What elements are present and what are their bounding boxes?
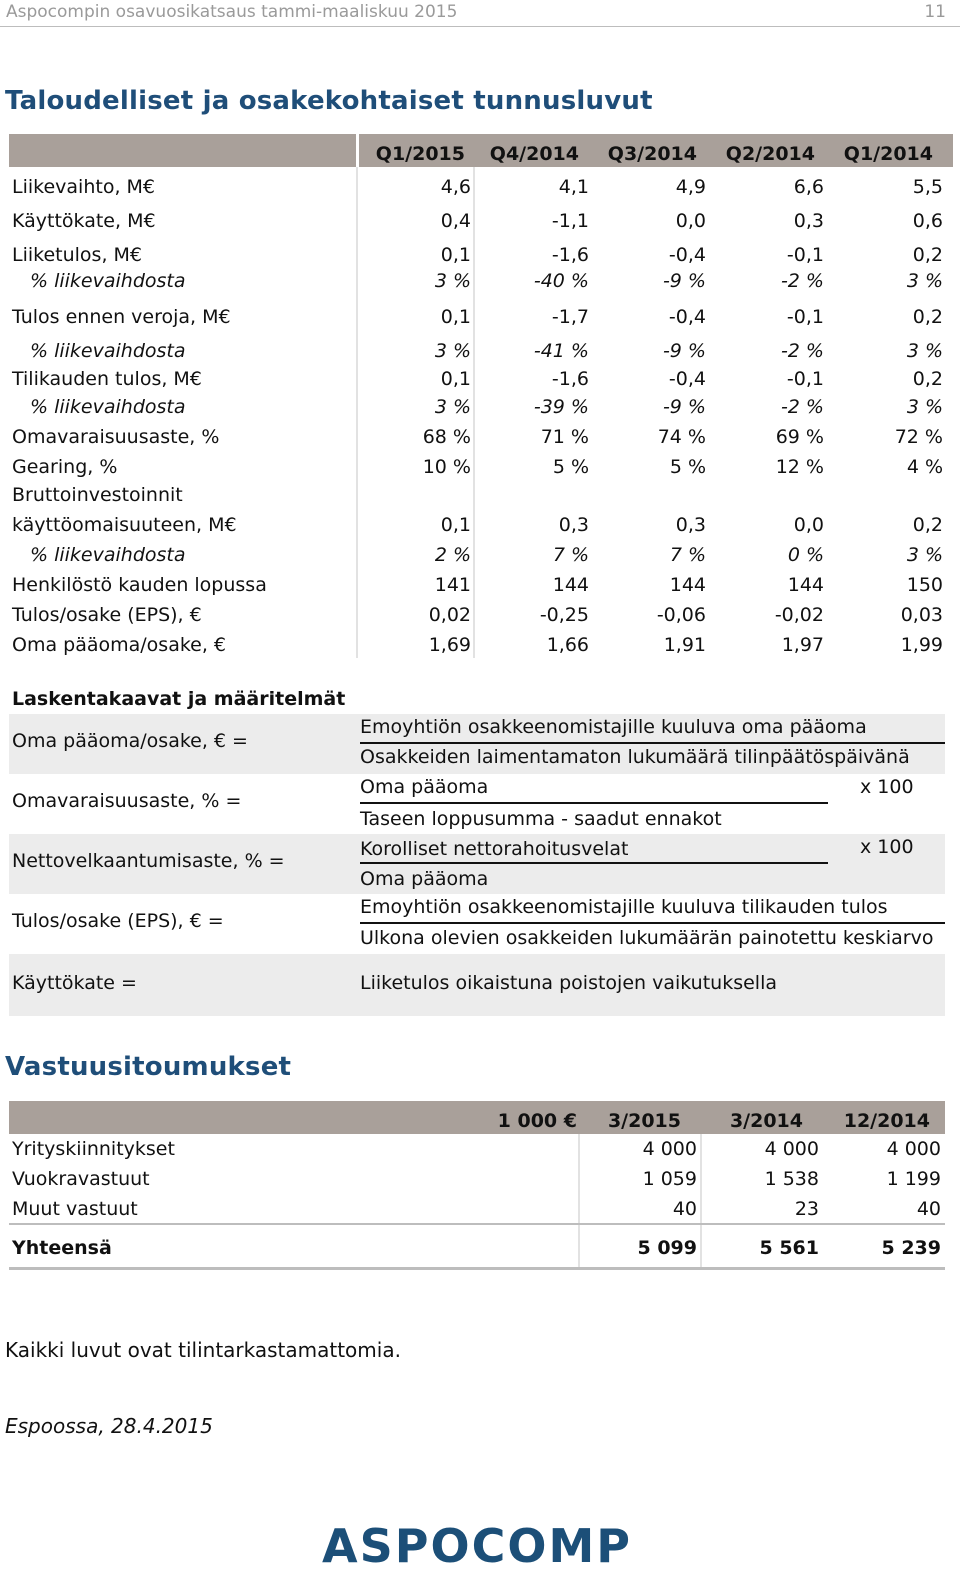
- total-cell: 5 239: [881, 1237, 941, 1259]
- cell: 0,03: [900, 604, 943, 626]
- cell: 0,3: [793, 210, 824, 232]
- fraction-line: [360, 802, 828, 804]
- fraction-line: [360, 742, 945, 744]
- cell: 7 %: [552, 544, 589, 566]
- place-date: Espoossa, 28.4.2015: [5, 1414, 213, 1438]
- col-header-1: Q4/2014: [489, 143, 579, 165]
- formula-text: Liiketulos oikaistuna poistojen vaikutuksella: [360, 972, 777, 994]
- formula-multiplier: x 100: [860, 776, 914, 798]
- cell: 4 000: [764, 1138, 819, 1160]
- table-row: [9, 330, 953, 364]
- row-label: % liikevaihdosta: [30, 270, 186, 292]
- cell: -0,25: [539, 604, 589, 626]
- cell: -0,1: [786, 306, 824, 328]
- cell: 40: [916, 1198, 941, 1220]
- cell: 141: [434, 574, 471, 596]
- cell: 3 %: [906, 340, 943, 362]
- cell: 10 %: [422, 456, 471, 478]
- cell: -1,6: [551, 368, 589, 390]
- table-row: [9, 1134, 945, 1164]
- commitments-table: [9, 1101, 945, 1259]
- row-label: Liikevaihto, M€: [12, 176, 156, 198]
- formula-label: Tulos/osake (EPS), € =: [12, 910, 224, 932]
- row-label: Muut vastuut: [12, 1198, 138, 1220]
- cell: 0,1: [440, 368, 471, 390]
- commitments-heading: Vastuusitoumukset: [5, 1052, 292, 1082]
- cell: 1,99: [900, 634, 943, 656]
- cell: 144: [669, 574, 706, 596]
- cell: 144: [552, 574, 589, 596]
- cell: 0,1: [440, 244, 471, 266]
- table-row: [9, 628, 953, 658]
- cell: 3 %: [906, 544, 943, 566]
- cell: -41 %: [533, 340, 589, 362]
- row-label: Vuokravastuut: [12, 1168, 150, 1190]
- cell: 0,3: [675, 514, 706, 536]
- cell: 3 %: [906, 270, 943, 292]
- total-cell: 5 099: [637, 1237, 697, 1259]
- row-label: Bruttoinvestoinnit: [12, 484, 183, 506]
- table-row: [9, 294, 953, 330]
- column-divider: [578, 1233, 580, 1267]
- formula-multiplier: x 100: [860, 836, 914, 858]
- cell: 150: [906, 574, 943, 596]
- col-header-2: Q3/2014: [607, 143, 697, 165]
- formula-denominator: Oma pääoma: [360, 868, 489, 890]
- table-row: [9, 568, 953, 598]
- row-label: Käyttökate, M€: [12, 210, 156, 232]
- col-header-3: Q2/2014: [725, 143, 815, 165]
- table-row: [9, 450, 953, 480]
- column-divider: [700, 1233, 702, 1267]
- cell: 0,1: [440, 306, 471, 328]
- formula-numerator: Emoyhtiön osakkeenomistajille kuuluva tilikauden tulos: [360, 896, 888, 918]
- cell: -9 %: [662, 396, 706, 418]
- cell: -1,1: [551, 210, 589, 232]
- formula-label: Oma pääoma/osake, € =: [12, 730, 248, 752]
- formula-denominator: Ulkona olevien osakkeiden lukumäärän painotettu keskiarvo: [360, 927, 934, 949]
- row-label: käyttöomaisuuteen, M€: [12, 514, 237, 536]
- table-row: [9, 234, 953, 268]
- cell: -9 %: [662, 340, 706, 362]
- cell: -0,06: [656, 604, 706, 626]
- cell: -9 %: [662, 270, 706, 292]
- cell: 0,02: [428, 604, 471, 626]
- cell: 0,0: [793, 514, 824, 536]
- row-label: Oma pääoma/osake, €: [12, 634, 227, 656]
- column-divider: [356, 167, 358, 658]
- cell: 3 %: [434, 340, 471, 362]
- cell: 1 059: [642, 1168, 697, 1190]
- cell: 0,2: [912, 306, 943, 328]
- cell: -2 %: [780, 396, 824, 418]
- table-row: [9, 268, 953, 294]
- table-row: [9, 364, 953, 392]
- row-label: % liikevaihdosta: [30, 544, 186, 566]
- row-label: Tilikauden tulos, M€: [12, 368, 202, 390]
- aspocomp-logo: [312, 1518, 642, 1566]
- col-header-1: 3/2014: [729, 1110, 803, 1132]
- cell: 4,1: [558, 176, 589, 198]
- cell: 4 000: [642, 1138, 697, 1160]
- table-row: [9, 420, 953, 450]
- cell: 0 %: [787, 544, 824, 566]
- cell: -39 %: [533, 396, 589, 418]
- page-header: [0, 0, 960, 27]
- row-label: Tulos/osake (EPS), €: [12, 604, 202, 626]
- unit-header: 1 000 €: [497, 1110, 577, 1132]
- cell: 0,2: [912, 368, 943, 390]
- cell: -1,7: [551, 306, 589, 328]
- cell: -2 %: [780, 270, 824, 292]
- commitments-header-row: [9, 1101, 945, 1134]
- formula-numerator: Korolliset nettorahoitusvelat: [360, 838, 629, 860]
- key-figures-header-row: [9, 134, 953, 167]
- table-row: [9, 1194, 945, 1224]
- total-divider: [9, 1223, 945, 1225]
- total-cell: 5 561: [759, 1237, 819, 1259]
- cell: 1,66: [546, 634, 589, 656]
- total-label: Yhteensä: [12, 1237, 112, 1259]
- cell: 0,2: [912, 514, 943, 536]
- audit-note: Kaikki luvut ovat tilintarkastamattomia.: [5, 1338, 401, 1362]
- cell: 23: [794, 1198, 819, 1220]
- table-row: [9, 167, 953, 200]
- cell: 4,9: [675, 176, 706, 198]
- cell: 74 %: [657, 426, 706, 448]
- formula-row: [9, 894, 945, 954]
- row-label: Tulos ennen veroja, M€: [12, 306, 231, 328]
- fraction-line: [360, 862, 828, 864]
- cell: 68 %: [422, 426, 471, 448]
- cell: 0,3: [558, 514, 589, 536]
- cell: 1 538: [764, 1168, 819, 1190]
- cell: 1,91: [663, 634, 706, 656]
- cell: -0,4: [668, 306, 706, 328]
- row-label: Yrityskiinnitykset: [12, 1138, 175, 1160]
- cell: 0,4: [440, 210, 471, 232]
- cell: 3 %: [906, 396, 943, 418]
- cell: 3 %: [434, 396, 471, 418]
- formula-numerator: Emoyhtiön osakkeenomistajille kuuluva oma pääoma: [360, 716, 867, 738]
- cell: -0,02: [774, 604, 824, 626]
- cell: -0,4: [668, 368, 706, 390]
- formula-label: Käyttökate =: [12, 972, 137, 994]
- formula-row: [9, 774, 945, 834]
- table-row: [9, 480, 953, 508]
- formulas-heading: Laskentakaavat ja määritelmät: [12, 688, 346, 710]
- page-number: 11: [924, 2, 946, 22]
- formula-denominator: Taseen loppusumma - saadut ennakot: [360, 808, 722, 830]
- cell: -1,6: [551, 244, 589, 266]
- formula-label: Nettovelkaantumisaste, % =: [12, 850, 285, 872]
- row-label: Omavaraisuusaste, %: [12, 426, 220, 448]
- table-bottom-border: [9, 1267, 945, 1270]
- formula-row: [9, 714, 945, 774]
- table-row: [9, 1164, 945, 1194]
- cell: 5 %: [669, 456, 706, 478]
- cell: 72 %: [894, 426, 943, 448]
- cell: 69 %: [775, 426, 824, 448]
- cell: 2 %: [434, 544, 471, 566]
- cell: 0,2: [912, 244, 943, 266]
- cell: 1,97: [781, 634, 824, 656]
- table-row: [9, 508, 953, 538]
- cell: 7 %: [669, 544, 706, 566]
- cell: -0,1: [786, 244, 824, 266]
- row-label: Liiketulos, M€: [12, 244, 143, 266]
- cell: -0,4: [668, 244, 706, 266]
- cell: 12 %: [775, 456, 824, 478]
- col-header-4: Q1/2014: [843, 143, 933, 165]
- logo-text: ASPOCOMP: [322, 1519, 632, 1566]
- key-figures-table: [9, 134, 953, 656]
- cell: 4 %: [906, 456, 943, 478]
- formula-row: [9, 954, 945, 1016]
- table-row: [9, 538, 953, 568]
- formula-label: Omavaraisuusaste, % =: [12, 790, 242, 812]
- row-label: Gearing, %: [12, 456, 118, 478]
- total-row: [9, 1233, 945, 1267]
- row-label: Henkilöstö kauden lopussa: [12, 574, 267, 596]
- row-label: % liikevaihdosta: [30, 340, 186, 362]
- formula-row: [9, 834, 945, 894]
- cell: 5,5: [912, 176, 943, 198]
- cell: 5 %: [552, 456, 589, 478]
- column-divider: [473, 167, 475, 658]
- row-label: % liikevaihdosta: [30, 396, 186, 418]
- table-row: [9, 598, 953, 628]
- cell: 4,6: [440, 176, 471, 198]
- cell: 0,0: [675, 210, 706, 232]
- cell: 71 %: [540, 426, 589, 448]
- table-row: [9, 392, 953, 420]
- cell: -40 %: [533, 270, 589, 292]
- fraction-line: [360, 922, 945, 924]
- key-figures-heading: Taloudelliset ja osakekohtaiset tunnusluvut: [5, 86, 653, 116]
- cell: 144: [787, 574, 824, 596]
- col-header-0: Q1/2015: [375, 143, 465, 165]
- cell: 0,1: [440, 514, 471, 536]
- cell: 4 000: [886, 1138, 941, 1160]
- cell: 0,6: [912, 210, 943, 232]
- cell: -2 %: [780, 340, 824, 362]
- table-row: [9, 200, 953, 234]
- cell: 1 199: [886, 1168, 941, 1190]
- cell: 6,6: [793, 176, 824, 198]
- cell: 1,69: [428, 634, 471, 656]
- formula-numerator: Oma pääoma: [360, 776, 489, 798]
- cell: -0,1: [786, 368, 824, 390]
- document-title: Aspocompin osavuosikatsaus tammi-maaliskuu 2015: [6, 2, 458, 22]
- col-header-2: 12/2014: [843, 1110, 930, 1132]
- cell: 40: [672, 1198, 697, 1220]
- formula-denominator: Osakkeiden laimentamaton lukumäärä tilinpäätöspäivänä: [360, 746, 910, 768]
- col-header-0: 3/2015: [607, 1110, 681, 1132]
- cell: 3 %: [434, 270, 471, 292]
